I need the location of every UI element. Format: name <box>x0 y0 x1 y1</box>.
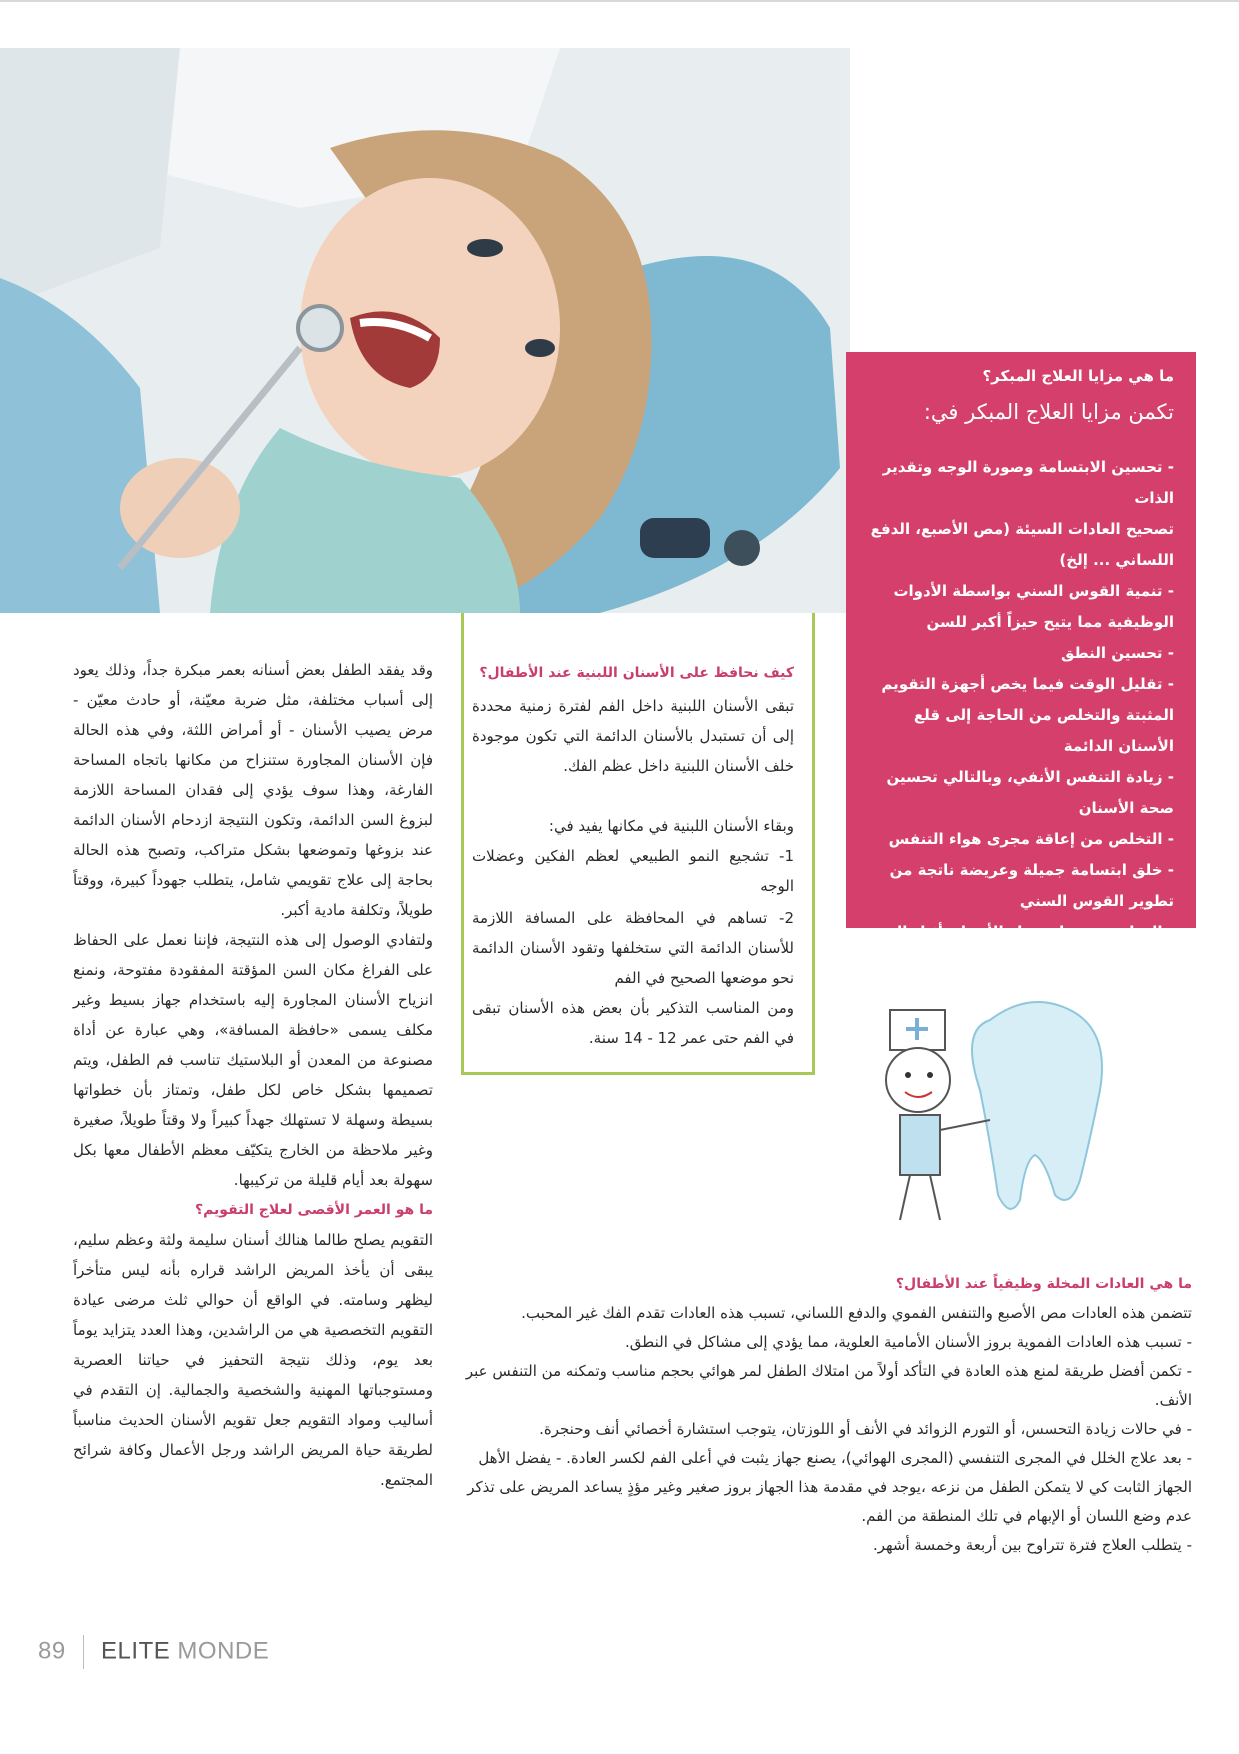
benefit-item: تصحيح العادات السيئة (مص الأصبع، الدفع اللساني ... إلخ) <box>870 520 1174 569</box>
habits-line: - تسبب هذه العادات الفموية بروز الأسنان الأمامية العلوية، مما يؤدي إلى مشاكل في النطق. <box>625 1333 1192 1351</box>
benefits-box <box>846 352 1196 972</box>
benefits-list <box>858 452 1174 979</box>
body-paragraph: التقويم يصلح طالما هنالك أسنان سليمة ولثة وعظم سليم، يبقى أن يأخذ المريض الراشد قراره بأنه ليس متأخراً ليظهر وسامته. في الواقع أن حوالي ثلث مرضى عيادة التقويم التخصصية هي من الراشدين، وهذا العدد يتزايد يوماً بعد يوم، وذلك نتيجة التحفيز في حياتنا العصرية ومستوجباتها المهنية والشخصية والجمالية. إن التقدم في أساليب ومواد التقويم جعل تقويم الأسنان الحديث مناسباً لطريقة حياة المريض الراشد ورجل الأعمال وكافة شرائح المجتمع. <box>73 1231 433 1489</box>
habits-line: - بعد علاج الخلل في المجرى التنفسي (المجرى الهوائي)، يصنع جهاز يثبت في أعلى الفم لكسر العادة. - يفضل الأهل الجهاز الثابت كي لا يتمكن الطفل من نزعه ،يوجد في مقدمة هذا الجهاز بروز صغير وغير مؤذٍ يساعد المريض على تذكر عدم وضع اللسان أو الإبهام في تلك المنطقة من الفم. <box>467 1449 1192 1525</box>
top-rule <box>0 0 1239 2</box>
body-paragraph: وقد يفقد الطفل بعض أسنانه بعمر مبكرة جداً، وذلك يعود إلى أسباب مختلفة، مثل ضربة معيّنة، أو حادث معيّن - مرض يصيب الأسنان - أو أمراض اللثة، وفي هذه الحالة فإن الأسنان المجاورة ستنزاح من مكانها باتجاه المساحة الفارغة، وهذا سوف يؤدي إلى فقدان المساحة اللازمة لبزوغ السن الدائمة، وتكون النتيجة ازدحام الأسنان الدائمة عند بزوغها وتموضعها بشكل متراكب، وتصبح هذه الحالة بحاجة إلى علاج تقويمي شامل، يتطلب جهوداً كبيرة، ووقتاً طويلاً، وتكلفة مادية أكبر. <box>73 661 433 919</box>
page-number: 89 <box>38 1637 66 1665</box>
benefit-item: - زيادة التنفس الأنفي، وبالتالي تحسين صحة الأسنان <box>886 768 1174 817</box>
tooth-doodle-illustration <box>840 980 1130 1240</box>
benefit-item: - يمنع حدوث آلام الرأس والأذن <box>946 954 1174 972</box>
child-dentist-illustration <box>0 48 850 613</box>
left-text-column <box>73 655 433 1495</box>
benefits-question: ما هي مزايا العلاج المبكر؟ <box>982 367 1174 385</box>
brand-name-bold: ELITE <box>101 1637 171 1665</box>
benefit-item: - خلق ابتسامة جميلة وعريضة ناتجة من تطوير القوس السني <box>889 861 1174 910</box>
benefit-item: - تحسين النطق <box>1060 644 1174 662</box>
habits-line: تتضمن هذه العادات مص الأصبع والتنفس الفموي والدفع اللساني، تسبب هذه العادات تقدم الفك غير المحبب. <box>521 1304 1192 1322</box>
habits-line: - يتطلب العلاج فترة تتراوح بين أربعة وخمسة أشهر. <box>872 1536 1192 1554</box>
benefit-item: - تقليل الوقت فيما يخص أجهزة التقويم المثبتة والتخلص من الحاجة إلى قلع الأسنان الدائمة <box>881 675 1174 755</box>
max-age-question: ما هو العمر الأقصى لعلاج التقويم؟ <box>194 1202 433 1218</box>
baby-teeth-point-2: 2- تساهم في المحافظة على المسافة اللازمة للأسنان الدائمة التي ستخلفها وتقود الأسنان الدائمة نحو موضعها الصحيح في الفم <box>472 909 794 987</box>
baby-teeth-paragraph: وبقاء الأسنان اللبنية في مكانها يفيد في: <box>548 817 794 835</box>
habits-line: - تكمن أفضل طريقة لمنع هذه العادة في التأكد أولاً من امتلاك الطفل لمر هوائي بحجم مناسب وتمكنه من التنفس عبر الأنف. <box>465 1362 1192 1409</box>
benefits-intro: تكمن مزايا العلاج المبكر في: <box>923 400 1174 424</box>
footer-divider <box>83 1635 84 1669</box>
hero-photo <box>0 48 850 613</box>
page-footer <box>38 1635 269 1669</box>
habits-line: - في حالات زيادة التحسس، أو التورم الزوائد في الأنف أو اللوزتان، يتوجب استشارة أخصائي أنف وحنجرة. <box>539 1420 1192 1438</box>
brand-name-light: MONDE <box>177 1637 270 1665</box>
benefit-item: - التخلص من عادة صك الأسنان أثناء النوم <box>870 923 1174 941</box>
baby-teeth-question: كيف نحافظ على الأسنان اللبنية عند الأطفال؟ <box>479 665 794 681</box>
habits-question: ما هي العادات المخلة وظيفياً عند الأطفال؟ <box>895 1276 1192 1292</box>
benefit-item: - تحسين الابتسامة وصورة الوجه وتقدير الذات <box>882 458 1174 507</box>
baby-teeth-box <box>461 613 815 1075</box>
baby-teeth-paragraph: تبقى الأسنان اللبنية داخل الفم لفترة زمنية محددة إلى أن تستبدل بالأسنان الدائمة التي تكون موجودة خلف الأسنان اللبنية داخل عظم الفك. <box>472 697 794 775</box>
habits-section <box>462 1270 1192 1560</box>
baby-teeth-point-1: 1- تشجيع النمو الطبيعي لعظم الفكين وعضلات الوجه <box>472 847 794 895</box>
benefit-item: - التخلص من إعاقة مجرى هواء التنفس <box>888 830 1174 848</box>
baby-teeth-paragraph: ومن المناسب التذكير بأن بعض هذه الأسنان تبقى في الفم حتى عمر 12 - 14 سنة. <box>472 999 794 1047</box>
body-paragraph: ولتفادي الوصول إلى هذه النتيجة، فإننا نعمل على الحفاظ على الفراغ مكان السن المؤقتة المفقودة مفتوحة، ونمنع انزياح الأسنان المجاورة إليه باستخدام جهاز بسيط وغير مكلف يسمى «حافظة المسافة»، وهي عبارة عن أداة مصنوعة من المعدن أو البلاستيك تناسب فم الطفل، ويتم تصميمها بشكل خاص لكل طفل، وتمتاز بأن خطواتها بسيطة وسهلة لا تستهلك جهداً كبيراً ولا وقتاً طويلاً، صغيرة وغير ملاحظة من الخارج يتكيّف معظم الأطفال معها بكل سهولة بعد أيام قليلة من تركيبها. <box>73 931 433 1189</box>
benefit-item: - تنمية القوس السني بواسطة الأدوات الوظيفية مما يتيح حيزاً أكبر للسن <box>893 582 1174 631</box>
